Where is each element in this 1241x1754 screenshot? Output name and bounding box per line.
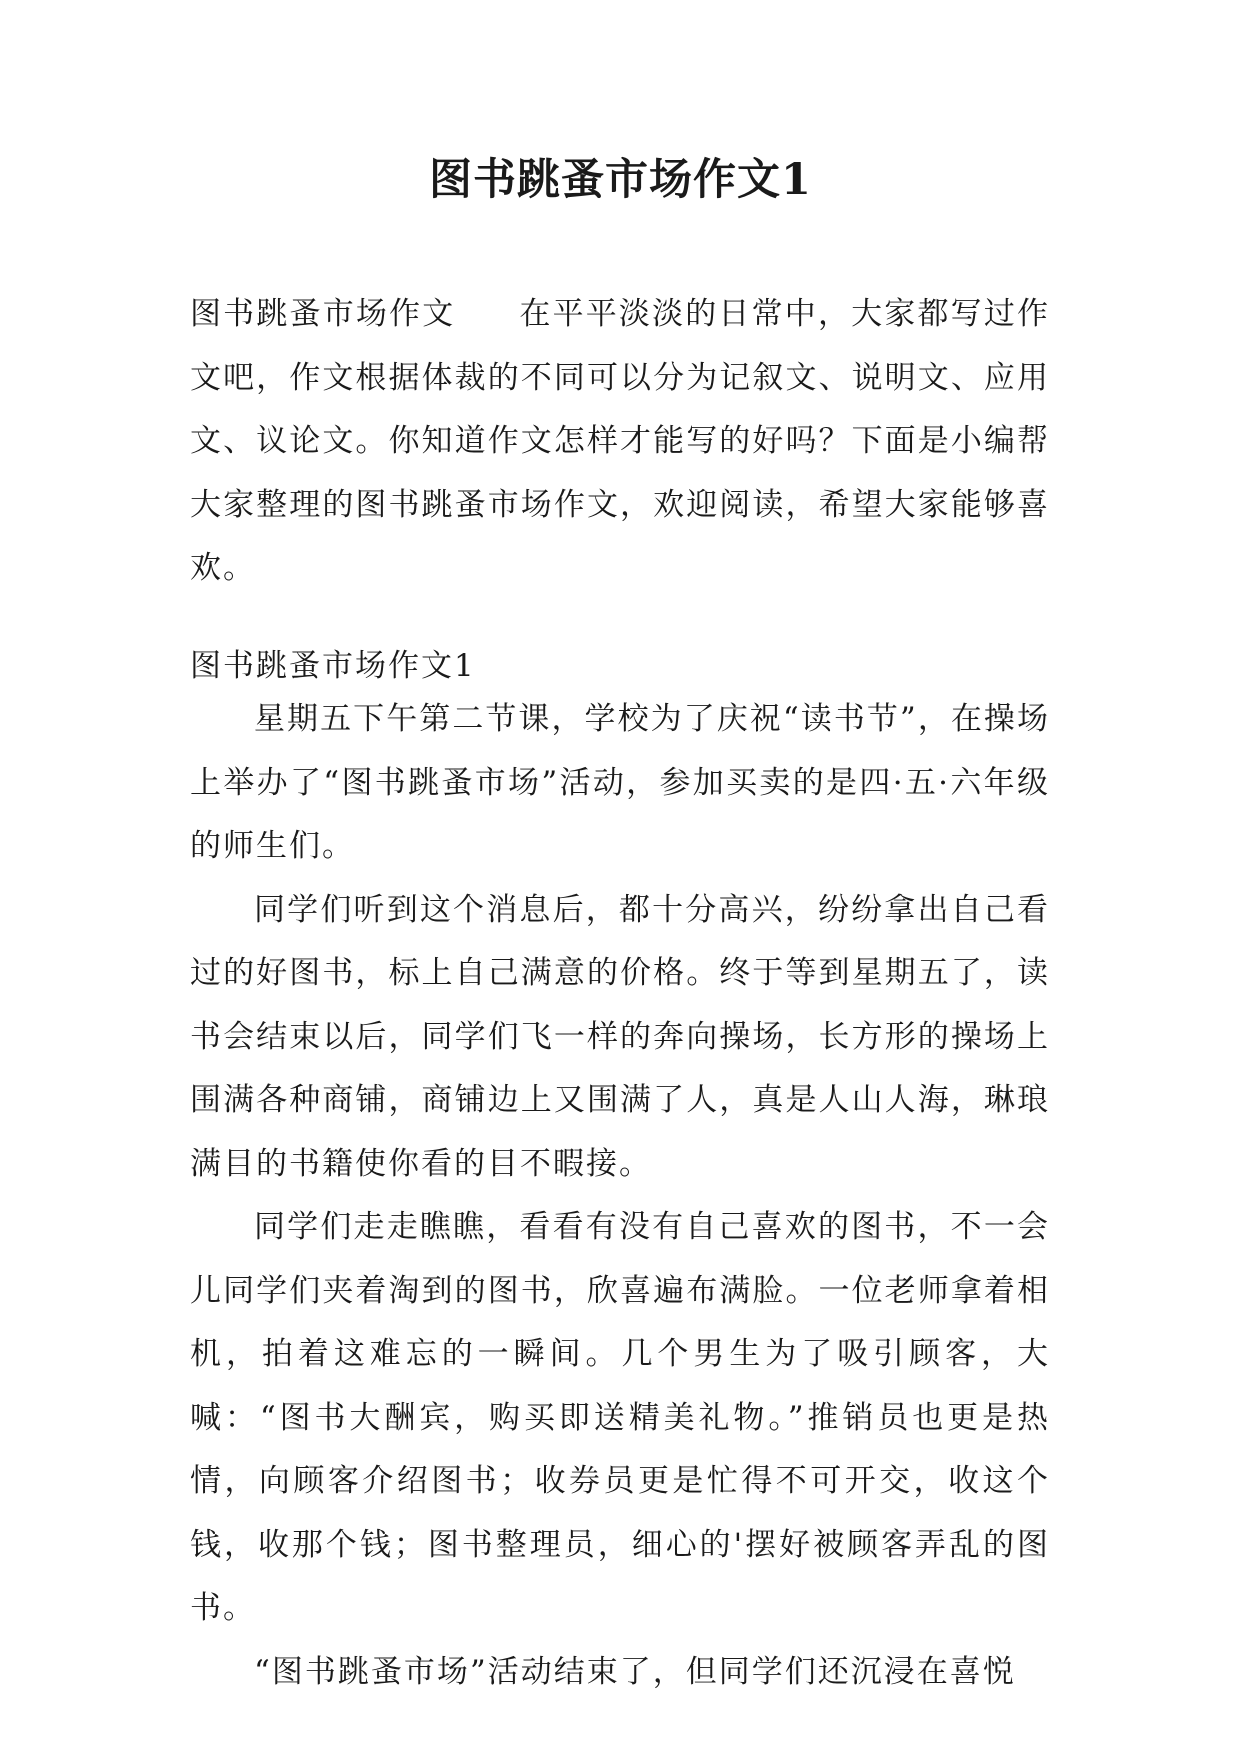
article-body [190, 688, 1050, 1704]
intro-label: 图书跳蚤市场作文 [190, 296, 456, 332]
intro-paragraph [190, 283, 1050, 601]
article-paragraph: “图书跳蚤市场”活动结束了，但同学们还沉浸在喜悦 [254, 1653, 1016, 1690]
document-title: 图书跳蚤市场作文1 [429, 155, 812, 205]
section-heading: 图书跳蚤市场作文1 [190, 648, 476, 684]
article-paragraph: 同学们听到这个消息后，都十分高兴，纷纷拿出自己看过的好图书，标上自己满意的价格。终于等到星期五了，读书会结束以后，同学们飞一样的奔向操场，长方形的操场上围满各种商铺，商铺边上又围满了人，真是人山人海，琳琅满目的书籍使你看的目不暇接。 [190, 891, 1050, 1182]
article-paragraph: 星期五下午第二节课，学校为了庆祝“读书节”，在操场上举办了“图书跳蚤市场”活动，参加买卖的是四·五·六年级的师生们。 [190, 701, 1050, 864]
intro-text: 在平平淡淡的日常中，大家都写过作文吧，作文根据体裁的不同可以分为记叙文、说明文、应用文、议论文。你知道作文怎样才能写的好吗？下面是小编帮大家整理的图书跳蚤市场作文，欢迎阅读，希望大家能够喜欢。 [190, 296, 1050, 586]
article-paragraph: 同学们走走瞧瞧，看看有没有自己喜欢的图书，不一会儿同学们夹着淘到的图书，欣喜遍布满脸。一位老师拿着相机，拍着这难忘的一瞬间。几个男生为了吸引顾客，大喊：“图书大酬宾，购买即送精美礼物。”推销员也更是热情，向顾客介绍图书；收券员更是忙得不可开交，收这个钱，收那个钱；图书整理员，细心的'摆好被顾客弄乱的图书。 [190, 1209, 1050, 1626]
